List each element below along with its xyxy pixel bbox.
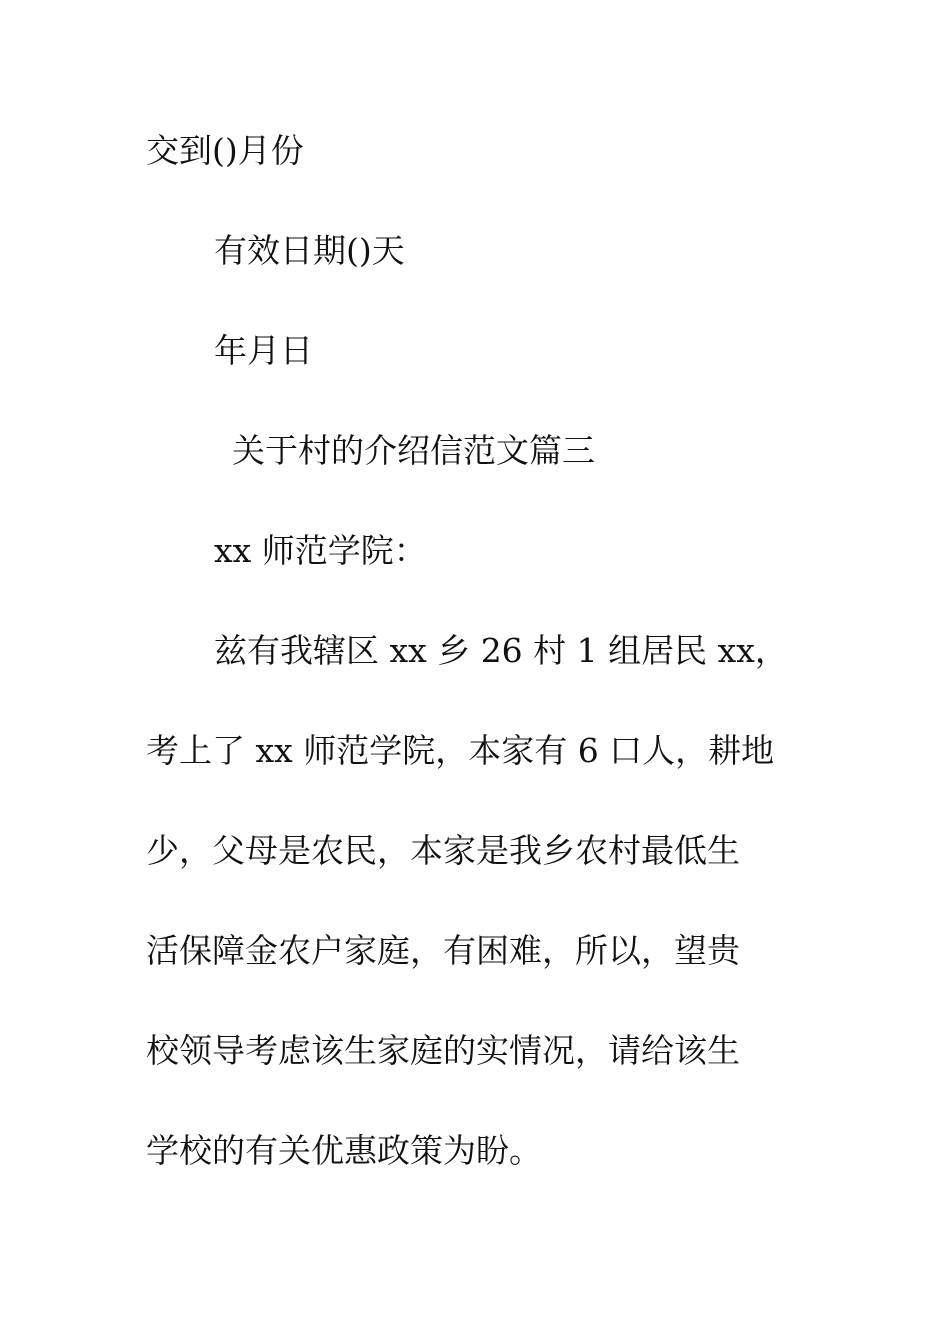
text-line-validity-days: 有效日期()天 [214,231,405,270]
paragraph-line: 学校的有关优惠政策为盼。 [146,1131,542,1170]
paragraph-line: 考上了 xx 师范学院，本家有 6 口人，耕地 [146,731,775,770]
text-line-delivery-month: 交到()月份 [146,131,304,170]
section-heading: 关于村的介绍信范文篇三 [232,431,595,470]
letter-salutation: xx 师范学院： [214,531,427,570]
paragraph-line: 活保障金农户家庭，有困难，所以，望贵 [146,931,740,970]
paragraph-line: 校领导考虑该生家庭的实情况，请给该生 [146,1031,740,1070]
paragraph-line: 少，父母是农民，本家是我乡农村最低生 [146,831,740,870]
paragraph-line: 兹有我辖区 xx 乡 26 村 1 组居民 xx， [214,631,788,670]
text-line-date: 年月日 [214,331,313,370]
